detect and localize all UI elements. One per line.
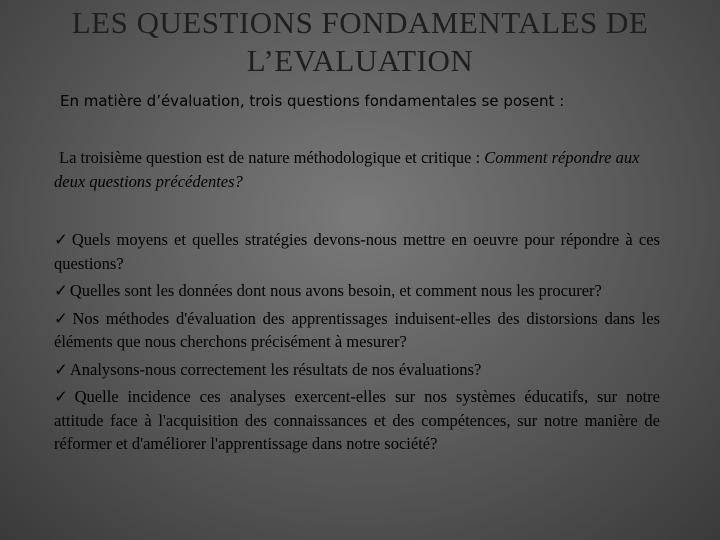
slide-title bbox=[0, 4, 720, 80]
list-item-text: Quels moyens et quelles stratégies devons-nous mettre en oeuvre pour répondre à ces questions? bbox=[54, 230, 660, 273]
list-item-text: Nos méthodes d'évaluation des apprentissages induisent-elles des distorsions dans les éléments que nous cherchons précisément à mesurer? bbox=[54, 308, 661, 351]
third-question-text: La troisième question est de nature méthodologique et critique : bbox=[59, 148, 485, 167]
list-item-text: Analysons-nous correctement les résultats de nos évaluations? bbox=[69, 359, 482, 379]
check-icon: ✓ bbox=[54, 387, 73, 406]
third-question bbox=[54, 146, 660, 194]
list-item bbox=[54, 228, 660, 275]
slide-title-line-1: LES QUESTIONS FONDAMENTALES DE bbox=[71, 5, 649, 40]
slide-subtitle: En matière d’évaluation, trois questions fondamentales se posent : bbox=[60, 92, 565, 110]
third-question-italic: Comment répondre aux deux questions précédentes? bbox=[54, 148, 640, 191]
check-icon: ✓ bbox=[54, 230, 70, 249]
check-icon: ✓ bbox=[54, 308, 71, 328]
question-list bbox=[54, 228, 660, 460]
list-item bbox=[54, 279, 660, 303]
list-item bbox=[54, 307, 660, 354]
check-icon: ✓ bbox=[54, 281, 68, 300]
list-item-text: Quelle incidence ces analyses exercent-elles sur nos systèmes éducatifs, sur notre attitude face à l'acquisition des connaissances et des compétences, sur notre manière de réformer et d'améliorer l'apprentissage dans notre société? bbox=[54, 387, 660, 453]
list-item bbox=[54, 385, 660, 456]
list-item-text: Quelles sont les données dont nous avons besoin, et comment nous les procurer? bbox=[69, 281, 602, 300]
check-icon: ✓ bbox=[54, 359, 68, 379]
list-item bbox=[54, 358, 660, 382]
slide-title-line-2: L’EVALUATION bbox=[246, 43, 474, 78]
